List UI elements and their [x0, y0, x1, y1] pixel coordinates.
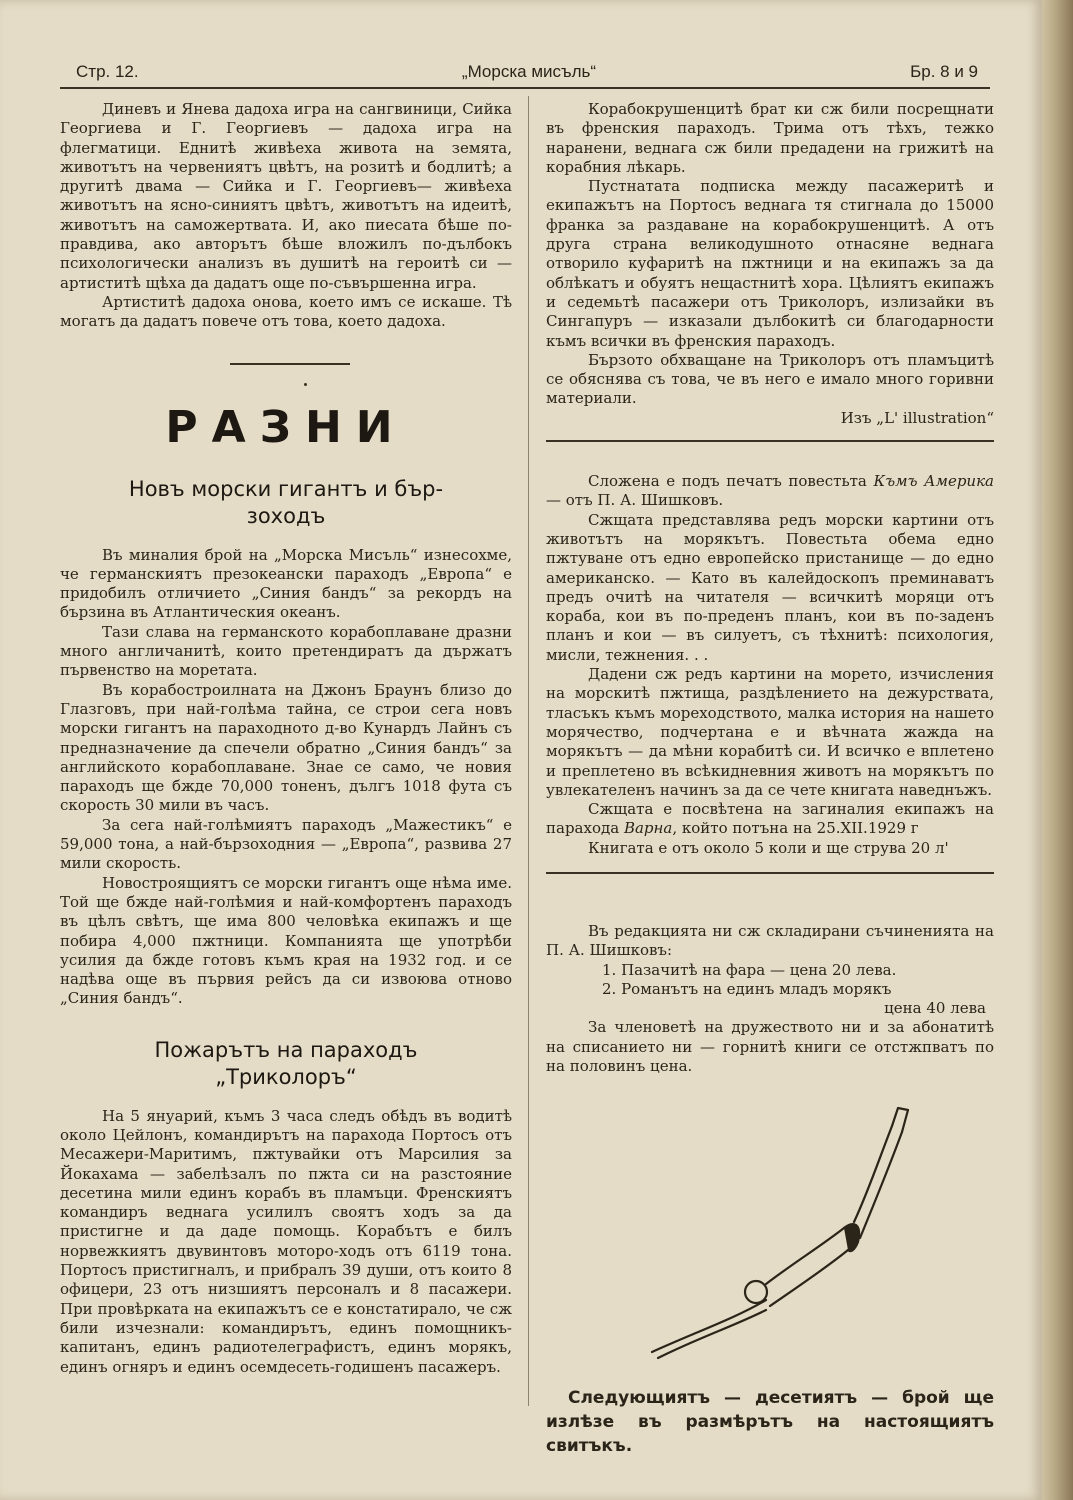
left-column	[60, 100, 512, 1377]
right-column	[546, 100, 994, 1458]
paragraph: Сжщата представлява редъ морски картини отъ животътъ на морякътъ. Повестьта обема едно пжтуване отъ едно европейско пристанище — до едно американско. — Като въ калейдоскопъ преминаватъ предъ очитѣ на читателя — всичкитѣ моряци отъ кораба, кои въ по-преденъ планъ, кои въ по-заденъ планъ и кои — въ силуетъ, съ тѣхнитѣ: психология, мисли, тежнения. . .	[546, 510, 994, 664]
heading-line: Пожарътъ на параходъ	[154, 1037, 418, 1062]
divider-dot	[304, 383, 307, 386]
paragraph: Корабокрушенцитѣ брат ки сж били посрещнати въ френския параходъ. Трима отъ тѣхъ, тежко наранени, веднага сж били предадени на грижитѣ на корабния лѣкарь.	[546, 100, 994, 176]
book-list-item: 1. Пазачитѣ на фара — цена 20 лева.	[602, 960, 897, 979]
paragraph: Пустнатата подписка между пасажеритѣ и екипажътъ на Портосъ веднага тя стигнала до 15000 франка за раздаване на корабокрушенцитѣ. А отъ друга страна великодушното отнасяне веднага отворило куфаритѣ на пжтници и на екипажъ за да облѣкатъ и обуятъ нещастнитѣ хора. Цѣлиятъ екипажъ и седемьтѣ пасажери отъ Триколоръ, излизайки въ Сингапуръ — изказали дълбокитѣ си благодарности къмъ всички въ френския параходъ.	[546, 177, 994, 350]
text-run: — отъ П. А. Шишковъ.	[546, 491, 724, 510]
heading-line: зоходъ	[246, 503, 326, 528]
divider-line	[230, 363, 350, 365]
section-rule	[546, 872, 994, 874]
paragraph	[546, 800, 994, 839]
paragraph: Въ миналия брой на „Морска Мисъль“ изнесохме, че германскиятъ презокеански параходъ „Европа“ е придобилъ отличието „Синия бандъ“ за рекордъ на бързина въ Атлантическия океанъ.	[60, 545, 512, 622]
issue-number: Бр. 8 и 9	[910, 62, 978, 81]
paragraph: Бързото обхващане на Триколоръ отъ пламъцитѣ се обяснява съ това, че въ него е имало много горивни материали.	[546, 350, 994, 408]
heading-line: Новъ морски гигантъ и бър-	[128, 476, 444, 501]
diver-head	[745, 1281, 767, 1303]
paragraph: Въ корабостроилната на Джонъ Браунъ близо до Глазговъ, при най-голѣма тайна, се строи сега новъ морски гигантъ на параходното д-во Кунардъ Лайнъ съ предназначение да спечели обратно „Синия бандъ“ за английското корабоплаване. Знае се само, че новия параходъ ще бжде 70,000 тоненъ, дългъ 1018 фута съ скорость 30 мили въ часъ.	[60, 680, 512, 815]
text-run: Сжщата е посвѣтена на загиналия екипажъ на парахода	[546, 800, 994, 838]
page-edge	[1042, 0, 1073, 1500]
paragraph: Тази слава на германското корабоплаване дразни много англичанитѣ, които претендиратъ да държатъ първенство на моретата.	[60, 622, 512, 680]
article-heading	[60, 476, 512, 530]
diver-illustration	[546, 1096, 994, 1376]
header-rule	[60, 87, 990, 89]
column-rule	[528, 96, 529, 1406]
text-run: , който потъна на 25.XII.1929 г	[672, 819, 919, 838]
source-credit: Изъ „L' illustration“	[840, 408, 994, 427]
journal-title: „Морска мисъль“	[461, 62, 597, 81]
paragraph: Книгата е отъ около 5 коли и ще струва 20 л'	[588, 838, 949, 857]
diver-arm	[658, 1310, 766, 1358]
paragraph: Артиститѣ дадоха онова, което имъ се искаше. Тѣ могатъ да дадатъ повече отъ това, което дадоха.	[60, 292, 512, 331]
diver-leg	[860, 1132, 902, 1238]
text-run: Сложена е подъ печатъ повестьта	[588, 472, 874, 491]
paragraph: За сега най-голѣмиятъ параходъ „Мажестикъ“ е 59,000 тона, а най-бързоходния — „Европа“, развива 27 мили скорость.	[60, 815, 512, 873]
book-list-item: 2. Романътъ на единъ младъ морякъ	[602, 979, 892, 998]
diver-swimsuit	[844, 1224, 859, 1251]
paragraph: Новостроящиятъ се морски гигантъ още нѣма име. Той ще бжде най-голѣмия и най-комфортенъ параходъ въ цѣлъ свѣтъ, ще има 800 человѣка екипажъ и ще побира 4,000 пжтници. Компанията ще употрѣби усилия да бжде готовъ къмъ края на 1932 год. и се надѣва още въ първия рейсъ да си извоюва отново „Синия бандъ“.	[60, 873, 512, 1008]
page-number: Стр. 12.	[76, 62, 139, 81]
paragraph: Диневъ и Янева дадоха игра на сангвиници, Сийка Георгиева и Г. Георгиевъ — дадоха игра на флегматици. Еднитѣ живѣеха живота на земята, животътъ на червениятъ цвѣтъ, на розитѣ и бодлитѣ; а другитѣ двама — Сийка и Г. Георгиевъ— живѣеха животътъ на ясно-синиятъ цвѣтъ, животътъ на идеитѣ, животътъ на саможертвата. И, ако пиесата бѣше по-правдива, ако авторътъ бѣше вложилъ по-дълбокъ психологически анализъ въ душитѣ на героитѣ си — артиститѣ щѣха да дадатъ още по-съвършенна игра.	[60, 100, 512, 292]
paragraph: На 5 януарий, къмъ 3 часа следъ обѣдъ въ водитѣ около Цейлонъ, командирътъ на парахода Портосъ отъ Месажери-Маритимъ, пжтувайки отъ Марсилия за Йокахама — забелѣзалъ по пжта си на разстояние десетина мили единъ корабъ въ пламъци. Френскиятъ командиръ веднага усилилъ своятъ ходъ за да пристигне и да даде помощь. Корабътъ е билъ норвежкиятъ двувинтовъ моторо-ходъ отъ 6119 тона. Портосъ пристигналъ, и прибралъ 39 души, отъ които 8 офицери, 23 отъ низшиятъ персоналъ и 8 пасажери. При провѣрката на екипажътъ се е констатирало, че сж били изчезнали: командирътъ, единъ помощникъ-капитанъ, единъ радиотелеграфистъ, единъ морякъ, единъ огняръ и единъ осемдесеть-годишенъ пасажеръ.	[60, 1106, 512, 1376]
paragraph: За членоветѣ на дружеството ни и за абонатитѣ на списанието ни — горнитѣ книги се отстжпватъ по на половинъ цена.	[546, 1018, 994, 1076]
book-price: цена 40 лева	[884, 999, 986, 1018]
section-divider	[60, 348, 512, 384]
heading-line: „Триколоръ“	[215, 1064, 357, 1089]
article-heading	[60, 1037, 512, 1091]
next-issue-notice: Следующиятъ — десетиятъ — брой ще излѣзе въ размѣрътъ на настоящиятъ свитъкъ.	[546, 1388, 994, 1457]
diver-drawing	[616, 1096, 916, 1366]
paragraph	[546, 472, 994, 511]
paragraph: Дадени сж редъ картини на морето, изчисления на морскитѣ пжтища, раздѣлението на дежурствата, тласъкъ къмъ мореходството, малка история на нашето морячество, подчертана е и вѣчната жажда на морякътъ — да мѣни корабитѣ си. И всичко е вплетено и преплетено въ всѣкидневния животъ на морякътъ по увлекателенъ начинъ за да се чете книгата наведнъжъ.	[546, 665, 994, 799]
diver-feet	[892, 1108, 908, 1132]
ship-name: Варна	[623, 819, 673, 838]
book-title: Къмъ Америка	[873, 472, 994, 491]
diver-chest	[770, 1250, 848, 1306]
paragraph: Въ редакцията ни сж складирани съчиненията на П. А. Шишковъ:	[546, 921, 994, 960]
running-header	[72, 60, 986, 86]
diver-arm	[652, 1300, 766, 1352]
section-rule	[546, 440, 994, 442]
rubric-heading: РАЗНИ	[165, 401, 407, 453]
diver-back	[766, 1228, 844, 1284]
